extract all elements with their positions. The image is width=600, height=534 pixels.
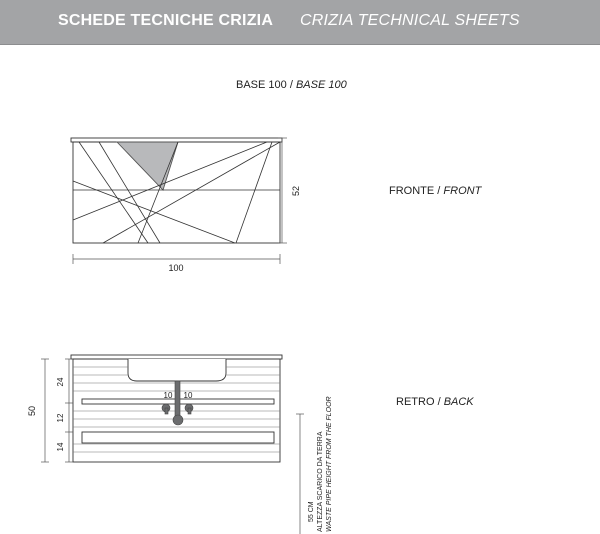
waste-height-label-en: WASTE PIPE HEIGHT FROM THE FLOOR: [326, 396, 333, 532]
back-segment-bottom-value: 14: [56, 442, 65, 452]
front-height-dimension: [278, 138, 287, 243]
waste-height-label-it: ALTEZZA SCARICO DA TERRA: [317, 431, 324, 532]
model-separator: /: [289, 79, 293, 91]
header-title: SCHEDE TECNICHE CRIZIA: [58, 12, 274, 29]
waste-height-dimension: [296, 414, 304, 534]
pipe-right-value: 10: [183, 391, 193, 400]
front-height-value: 52: [291, 185, 301, 197]
front-separator: /: [437, 185, 441, 197]
model-name-en: BASE 100: [295, 79, 347, 91]
front-width-value: 100: [168, 263, 184, 273]
back-label-en: BACK: [443, 396, 474, 408]
header-subtitle: CRIZIA TECHNICAL SHEETS: [300, 12, 520, 29]
back-top-slab: [71, 355, 282, 359]
back-sink-basin: [128, 359, 226, 381]
front-view-drawing: [71, 138, 282, 243]
pipe-left-value: 10: [163, 391, 173, 400]
front-decor-lines: [73, 142, 280, 243]
waste-height-value: 55 CM: [308, 501, 315, 522]
back-lower-drawer: [82, 432, 274, 443]
back-total-height-value: 50: [27, 405, 37, 417]
back-segment-top-value: 24: [56, 377, 65, 387]
back-segment-mid-value: 12: [56, 413, 65, 423]
back-separator: /: [437, 396, 441, 408]
front-top-slab: [71, 138, 282, 142]
front-label-en: FRONT: [443, 185, 482, 197]
back-waste-pipe: [162, 381, 193, 425]
front-label: FRONTE: [389, 185, 435, 197]
model-name: BASE 100: [236, 79, 287, 91]
back-label: RETRO: [396, 396, 435, 408]
